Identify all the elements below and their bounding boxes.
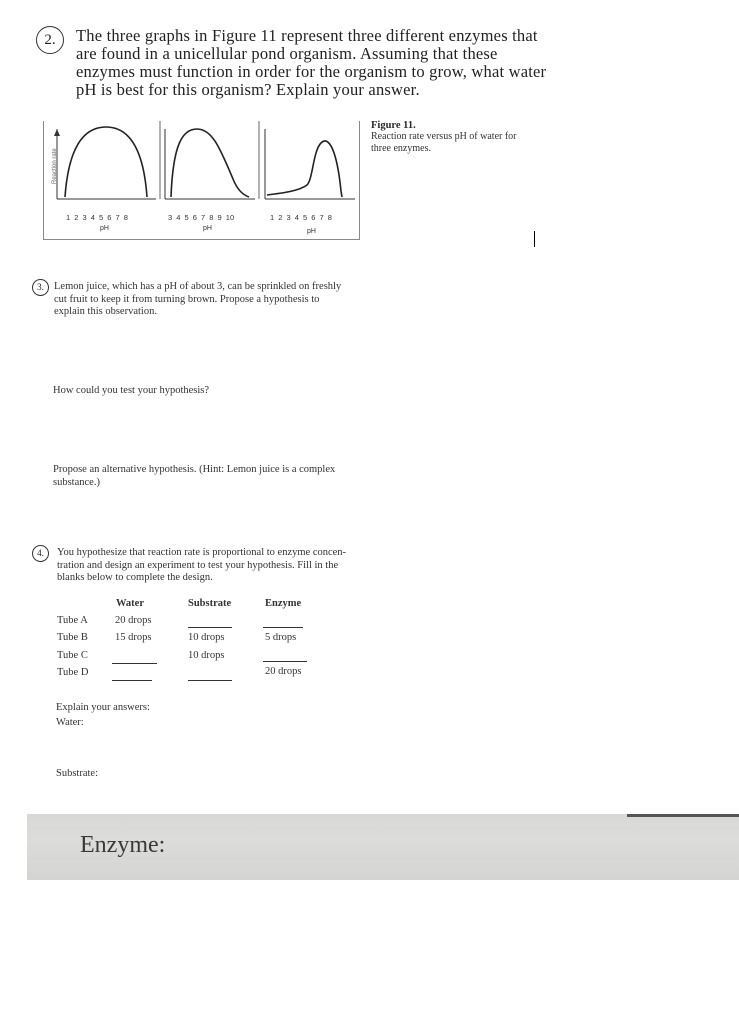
tube-c-enzyme-blank[interactable] bbox=[263, 661, 307, 662]
graph-1-ticks: 1 2 3 4 5 6 7 8 bbox=[66, 213, 128, 222]
text-cursor bbox=[534, 231, 535, 247]
enzyme-answer-label: Enzyme: bbox=[80, 832, 166, 858]
tube-c-water-blank[interactable] bbox=[112, 663, 157, 664]
y-axis-label: Reaction rate bbox=[52, 148, 58, 184]
question-3-line: explain this observation. bbox=[54, 306, 157, 317]
substrate-answer-label: Substrate: bbox=[56, 768, 98, 779]
question-2-line: are found in a unicellular pond organism. Assuming that these bbox=[76, 44, 498, 63]
tube-c-substrate: 10 drops bbox=[188, 650, 225, 661]
tube-b-substrate: 10 drops bbox=[188, 632, 225, 643]
graph-3-xlabel: pH bbox=[307, 228, 316, 235]
question-2-number: 2. bbox=[36, 26, 64, 54]
graph-1-curve bbox=[65, 127, 147, 197]
alt-line: substance.) bbox=[53, 476, 100, 488]
tube-b-enzyme: 5 drops bbox=[265, 632, 297, 643]
graph-3-curve bbox=[267, 141, 342, 197]
question-2-line: The three graphs in Figure 11 represent three different enzymes that bbox=[76, 26, 538, 45]
alternative-hypothesis-prompt bbox=[53, 464, 383, 489]
question-4-number: 4. bbox=[32, 545, 49, 562]
graph-3-ticks: 1 2 3 4 5 6 7 8 bbox=[270, 213, 332, 222]
y-axis-arrow bbox=[54, 129, 60, 136]
tube-c-label: Tube C bbox=[57, 650, 88, 661]
tube-d-substrate-blank[interactable] bbox=[188, 680, 232, 681]
tube-d-water-blank[interactable] bbox=[112, 680, 152, 681]
tube-a-label: Tube A bbox=[57, 615, 88, 626]
figure-caption-line: three enzymes. bbox=[371, 143, 431, 154]
tube-a-water: 20 drops bbox=[115, 615, 152, 626]
graph-1 bbox=[54, 127, 156, 199]
explain-answers-label: Explain your answers: bbox=[56, 702, 150, 713]
tube-d-label: Tube D bbox=[57, 667, 89, 678]
figure-caption bbox=[371, 120, 541, 155]
page-edge-shadow bbox=[627, 814, 739, 817]
header-enzyme: Enzyme bbox=[265, 598, 302, 609]
tube-b-label: Tube B bbox=[57, 632, 88, 643]
question-3-number: 3. bbox=[32, 279, 49, 296]
question-4-line: blanks below to complete the design. bbox=[57, 572, 213, 583]
graph-2-curve bbox=[171, 129, 249, 197]
graph-3 bbox=[259, 121, 355, 199]
header-substrate: Substrate bbox=[188, 598, 232, 609]
tube-b-water: 15 drops bbox=[115, 632, 152, 643]
tube-d-enzyme: 20 drops bbox=[265, 666, 302, 677]
graph-2 bbox=[160, 121, 255, 199]
graph-2-ticks: 3 4 5 6 7 8 9 10 bbox=[168, 213, 235, 222]
graph-1-xlabel: pH bbox=[100, 225, 109, 232]
header-water: Water bbox=[116, 598, 144, 609]
question-2-text bbox=[76, 27, 596, 99]
water-answer-label: Water: bbox=[56, 717, 84, 728]
test-hypothesis-prompt: How could you test your hypothesis? bbox=[53, 385, 210, 396]
alt-line: Propose an alternative hypothesis. (Hint: Lemon juice is a complex bbox=[53, 464, 336, 475]
figure-caption-line: Reaction rate versus pH of water for bbox=[371, 131, 517, 142]
figure-title: Figure 11. bbox=[371, 120, 416, 131]
question-4-text bbox=[57, 547, 387, 585]
question-3-line: cut fruit to keep it from turning brown. Propose a hypothesis to bbox=[54, 293, 320, 305]
tube-a-substrate-blank[interactable] bbox=[188, 627, 232, 628]
graph-2-xlabel: pH bbox=[203, 225, 212, 232]
question-4-line: You hypothesize that reaction rate is proportional to enzyme concen- bbox=[57, 547, 347, 558]
question-2-line: enzymes must function in order for the organism to grow, what water bbox=[76, 62, 547, 81]
tube-a-enzyme-blank[interactable] bbox=[263, 627, 303, 628]
question-3-text bbox=[54, 281, 374, 319]
question-2-line: pH is best for this organism? Explain your answer. bbox=[76, 80, 420, 99]
question-4-line: tration and design an experiment to test your hypothesis. Fill in the bbox=[57, 559, 339, 571]
question-3-line: Lemon juice, which has a pH of about 3, can be sprinkled on freshly bbox=[54, 281, 342, 292]
